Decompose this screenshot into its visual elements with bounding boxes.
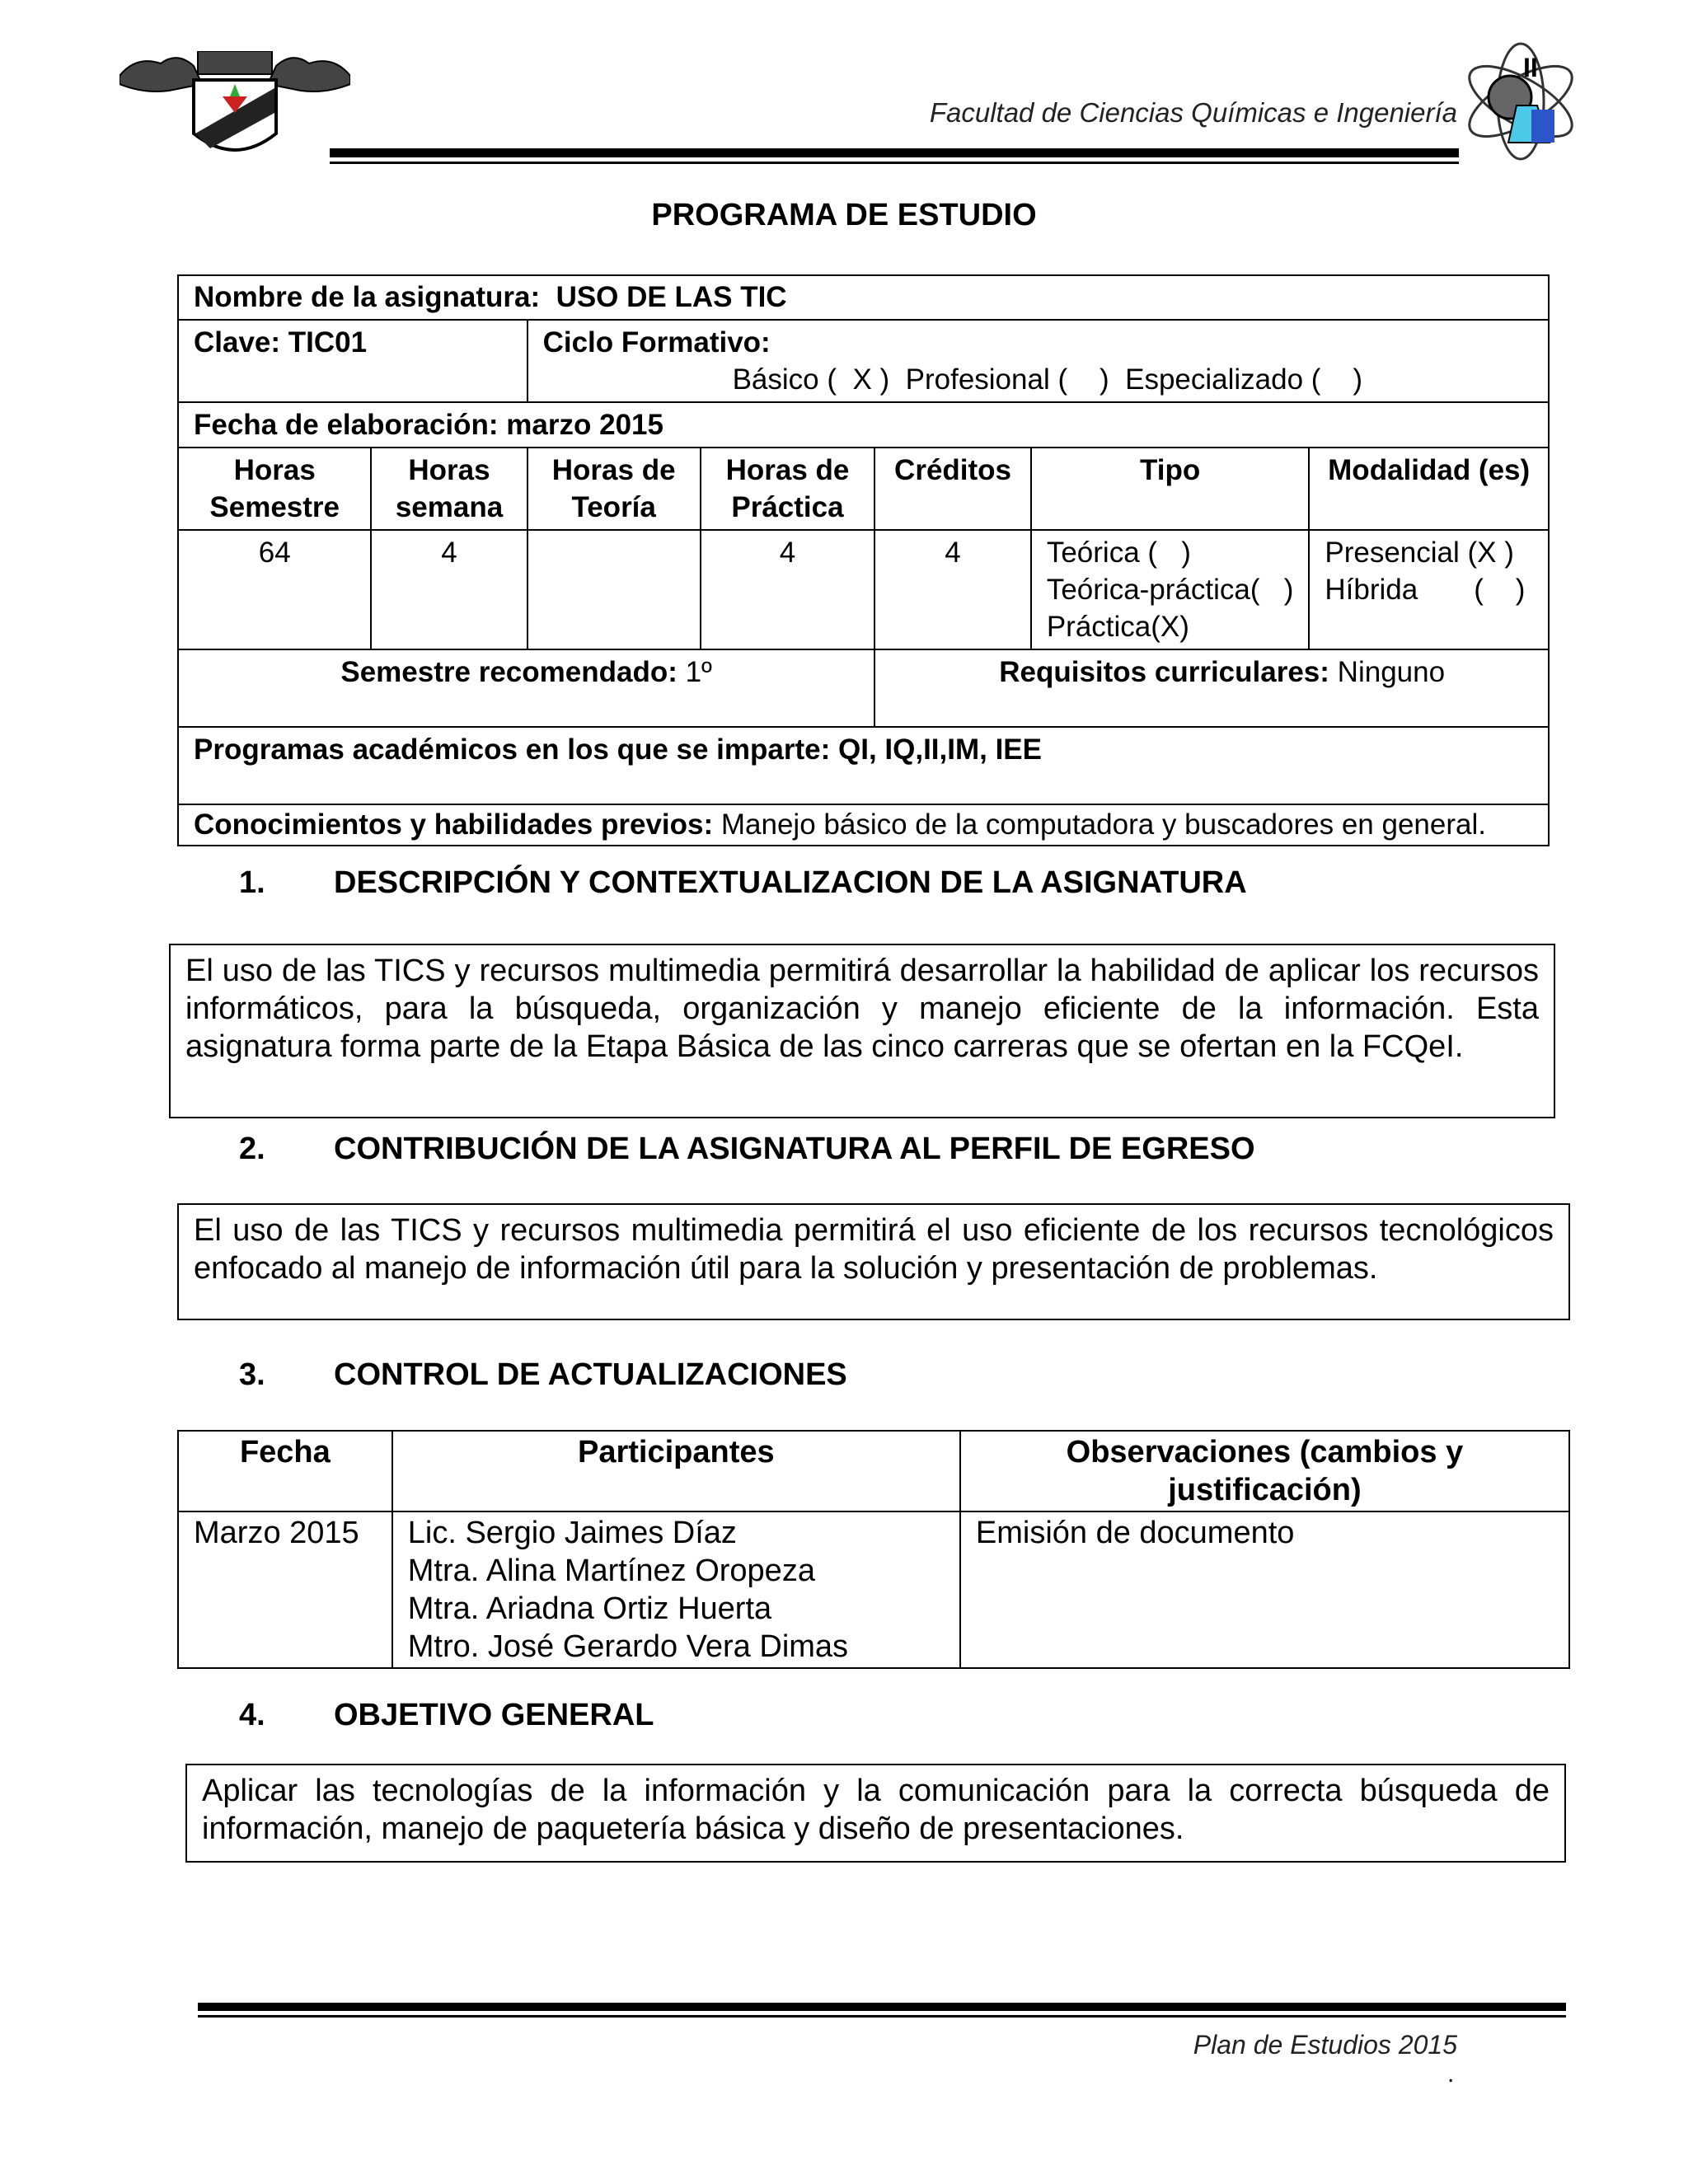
section-2-number: 2. bbox=[239, 1132, 265, 1166]
update-fecha: Marzo 2015 bbox=[178, 1511, 392, 1668]
section-1-title: DESCRIPCIÓN Y CONTEXTUALIZACION DE LA ASIGNATURA bbox=[334, 865, 1247, 900]
footer-rule bbox=[198, 2003, 1566, 2011]
modalidad-options bbox=[1309, 530, 1549, 649]
section-4-title: OBJETIVO GENERAL bbox=[334, 1698, 654, 1732]
table-row bbox=[178, 1511, 1569, 1668]
val-horas-semestre: 64 bbox=[178, 530, 371, 649]
section-3-heading bbox=[239, 1357, 847, 1393]
subject-value: USO DE LAS TIC bbox=[556, 281, 787, 313]
section-1-number: 1. bbox=[239, 865, 265, 900]
modalidad-presencial: Presencial (X ) bbox=[1325, 537, 1514, 569]
section-1-text: El uso de las TICS y recursos multimedia permitirá desarrollar la habilidad de aplicar los recursos informáticos, para la búsqueda, organización y manejo eficiente de la información. Esta asignatura forma parte de la Etapa Básica de las cinco carreras que se ofertan en la FCQeI. bbox=[169, 944, 1555, 1118]
update-participantes bbox=[392, 1511, 960, 1668]
participant: Lic. Sergio Jaimes Díaz bbox=[407, 1516, 737, 1550]
programas-label: Programas académicos en los que se imparte: bbox=[194, 733, 831, 766]
fecha-row bbox=[178, 402, 1549, 448]
val-horas-practica: 4 bbox=[701, 530, 874, 649]
conocimientos-value: Manejo básico de la computadora y buscadores en general. bbox=[720, 808, 1486, 841]
programas-row bbox=[178, 727, 1549, 804]
hours-header-row bbox=[178, 448, 1549, 530]
tipo-options bbox=[1031, 530, 1310, 649]
subject-label: Nombre de la asignatura: bbox=[194, 281, 541, 313]
subject-info-table bbox=[177, 274, 1550, 846]
col-horas-practica: Horas de Práctica bbox=[701, 448, 874, 530]
update-observaciones: Emisión de documento bbox=[960, 1511, 1569, 1668]
semestre-requisitos-row bbox=[178, 649, 1549, 727]
logo-mark: II bbox=[1523, 53, 1538, 82]
col-horas-semestre: Horas Semestre bbox=[178, 448, 371, 530]
semestre-value: 1º bbox=[685, 656, 712, 688]
requisitos-label: Requisitos curriculares: bbox=[999, 656, 1329, 688]
section-4-number: 4. bbox=[239, 1698, 265, 1732]
col-horas-semana: Horas semana bbox=[371, 448, 527, 530]
val-horas-semana: 4 bbox=[371, 530, 527, 649]
tipo-teorica: Teórica ( ) bbox=[1046, 537, 1191, 569]
section-2-text: El uso de las TICS y recursos multimedia permitirá el uso eficiente de los recursos tecnológicos enfocado al manejo de información útil para la solución y presentación de problemas. bbox=[177, 1203, 1570, 1320]
conocimientos-label: Conocimientos y habilidades previos: bbox=[194, 808, 714, 841]
footer-dot: . bbox=[1447, 2060, 1455, 2088]
updates-col-observaciones: Observaciones (cambios y justificación) bbox=[960, 1431, 1569, 1511]
section-4-text: Aplicar las tecnologías de la información y la comunicación para la correcta búsqueda de información, manejo de paquetería básica y diseño de presentaciones. bbox=[185, 1764, 1566, 1863]
updates-header-row bbox=[178, 1431, 1569, 1511]
participant: Mtra. Alina Martínez Oropeza bbox=[407, 1554, 815, 1588]
header-rule-thin bbox=[330, 162, 1459, 164]
tipo-teorica-practica: Teórica-práctica( ) bbox=[1046, 574, 1294, 606]
section-2-heading bbox=[239, 1132, 1255, 1167]
updates-col-participantes: Participantes bbox=[392, 1431, 960, 1511]
clave-value: TIC01 bbox=[288, 326, 368, 359]
fecha-value: marzo 2015 bbox=[506, 409, 663, 441]
val-creditos: 4 bbox=[874, 530, 1031, 649]
val-horas-teoria bbox=[528, 530, 701, 649]
faculty-atom-logo bbox=[1459, 40, 1582, 163]
semestre-label: Semestre recomendado: bbox=[340, 656, 678, 688]
section-4-heading bbox=[239, 1698, 654, 1733]
col-tipo: Tipo bbox=[1031, 448, 1310, 530]
programas-value: QI, IQ,II,IM, IEE bbox=[838, 733, 1042, 766]
hours-values-row bbox=[178, 530, 1549, 649]
col-creditos: Créditos bbox=[874, 448, 1031, 530]
university-crest-logo bbox=[120, 51, 350, 166]
footer-rule-thin bbox=[198, 2015, 1566, 2018]
subject-name-row bbox=[178, 275, 1549, 320]
tipo-practica: Práctica(X) bbox=[1046, 611, 1189, 643]
updates-col-fecha: Fecha bbox=[178, 1431, 392, 1511]
section-2-title: CONTRIBUCIÓN DE LA ASIGNATURA AL PERFIL DE EGRESO bbox=[334, 1132, 1255, 1166]
faculty-name: Facultad de Ciencias Químicas e Ingeniería bbox=[929, 97, 1457, 128]
section-3-number: 3. bbox=[239, 1357, 265, 1392]
participant: Mtro. José Gerardo Vera Dimas bbox=[407, 1629, 849, 1664]
ciclo-options: Básico ( X ) Profesional ( ) Especializado ( ) bbox=[732, 363, 1363, 396]
section-1-heading bbox=[239, 865, 1247, 901]
participant: Mtra. Ariadna Ortiz Huerta bbox=[407, 1591, 772, 1626]
col-horas-teoria: Horas de Teoría bbox=[528, 448, 701, 530]
col-modalidad: Modalidad (es) bbox=[1309, 448, 1549, 530]
header-rule bbox=[330, 148, 1459, 157]
ciclo-label: Ciclo Formativo: bbox=[542, 326, 771, 359]
document-title: PROGRAMA DE ESTUDIO bbox=[651, 198, 1037, 232]
modalidad-hibrida: Híbrida ( ) bbox=[1325, 574, 1526, 606]
updates-table bbox=[177, 1430, 1570, 1669]
clave-ciclo-row bbox=[178, 320, 1549, 402]
fecha-label: Fecha de elaboración: bbox=[194, 409, 499, 441]
conocimientos-row bbox=[178, 804, 1549, 846]
section-3-title: CONTROL DE ACTUALIZACIONES bbox=[334, 1357, 847, 1392]
requisitos-value: Ninguno bbox=[1337, 656, 1446, 688]
clave-label: Clave: bbox=[194, 326, 281, 359]
footer-plan: Plan de Estudios 2015 bbox=[1193, 2030, 1457, 2060]
